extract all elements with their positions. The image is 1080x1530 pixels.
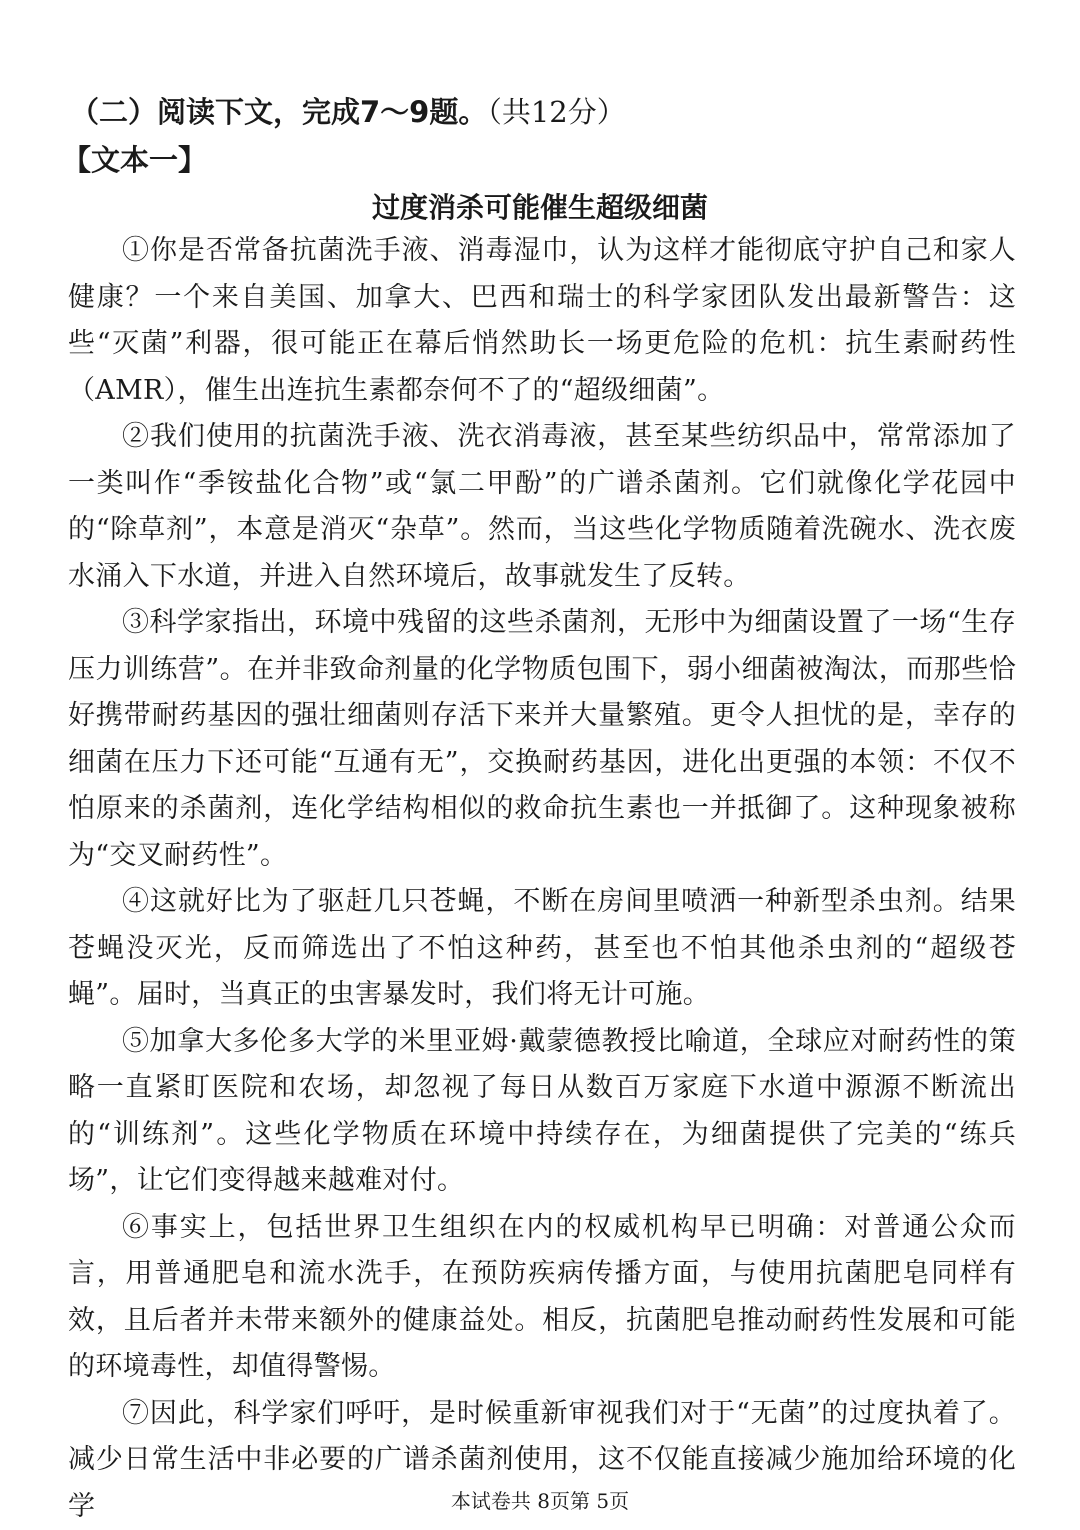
- paragraph-3: ③科学家指出，环境中残留的这些杀菌剂，无形中为细菌设置了一场“生存压力训练营”。在并非致命剂量的化学物质包围下，弱小细菌被淘汰，而那些恰好携带耐药基因的强壮细菌则存活下来并大量繁殖。更令人担忧的是，幸存的细菌在压力下还可能“互通有无”，交换耐药基因，进化出更强的本领：不仅不怕原来的杀菌剂，连化学结构相似的救命抗生素也一并抵御了。这种现象被称为“交叉耐药性”。: [68, 600, 1016, 879]
- paragraph-4: ④这就好比为了驱赶几只苍蝇，不断在房间里喷洒一种新型杀虫剂。结果苍蝇没灭光，反而筛选出了不怕这种药，甚至也不怕其他杀虫剂的“超级苍蝇”。届时，当真正的虫害暴发时，我们将无计可施。: [68, 879, 1016, 1019]
- section-heading: [70, 92, 626, 132]
- paragraph-1: ①你是否常备抗菌洗手液、消毒湿巾，认为这样才能彻底守护自己和家人健康？一个来自美国、加拿大、巴西和瑞士的科学家团队发出最新警告：这些“灭菌”利器，很可能正在幕后悄然助长一场更危险的危机：抗生素耐药性（AMR），催生出连抗生素都奈何不了的“超级细菌”。: [68, 228, 1016, 414]
- section-heading-score: （共12分）: [487, 95, 625, 129]
- paragraph-5: ⑤加拿大多伦多大学的米里亚姆·戴蒙德教授比喻道，全球应对耐药性的策略一直紧盯医院和农场，却忽视了每日从数百万家庭下水道中源源不断流出的“训练剂”。这些化学物质在环境中持续存在，为细菌提供了完美的“练兵场”，让它们变得越来越难对付。: [68, 1019, 1016, 1205]
- page-footer: 本试卷共 8页第 5页: [0, 1487, 1080, 1515]
- paragraph-7: ⑦因此，科学家们呼吁，是时候重新审视我们对于“无菌”的过度执着了。减少日常生活中非必要的广谱杀菌剂使用，这不仅能直接减少施加给环境的化学: [68, 1391, 1016, 1530]
- article-body: [68, 228, 1016, 1530]
- text-label: 【文本一】: [62, 140, 207, 180]
- paragraph-2: ②我们使用的抗菌洗手液、洗衣消毒液，甚至某些纺织品中，常常添加了一类叫作“季铵盐化合物”或“氯二甲酚”的广谱杀菌剂。它们就像化学花园中的“除草剂”，本意是消灭“杂草”。然而，当这些化学物质随着洗碗水、洗衣废水涌入下水道，并进入自然环境后，故事就发生了反转。: [68, 414, 1016, 600]
- paragraph-6: ⑥事实上，包括世界卫生组织在内的权威机构早已明确：对普通公众而言，用普通肥皂和流水洗手，在预防疾病传播方面，与使用抗菌肥皂同样有效，且后者并未带来额外的健康益处。相反，抗菌肥皂推动耐药性发展和可能的环境毒性，却值得警惕。: [68, 1205, 1016, 1391]
- article-title: 过度消杀可能催生超级细菌: [0, 188, 1080, 228]
- section-heading-instruction: （二）阅读下文，完成7～9题。: [70, 95, 487, 129]
